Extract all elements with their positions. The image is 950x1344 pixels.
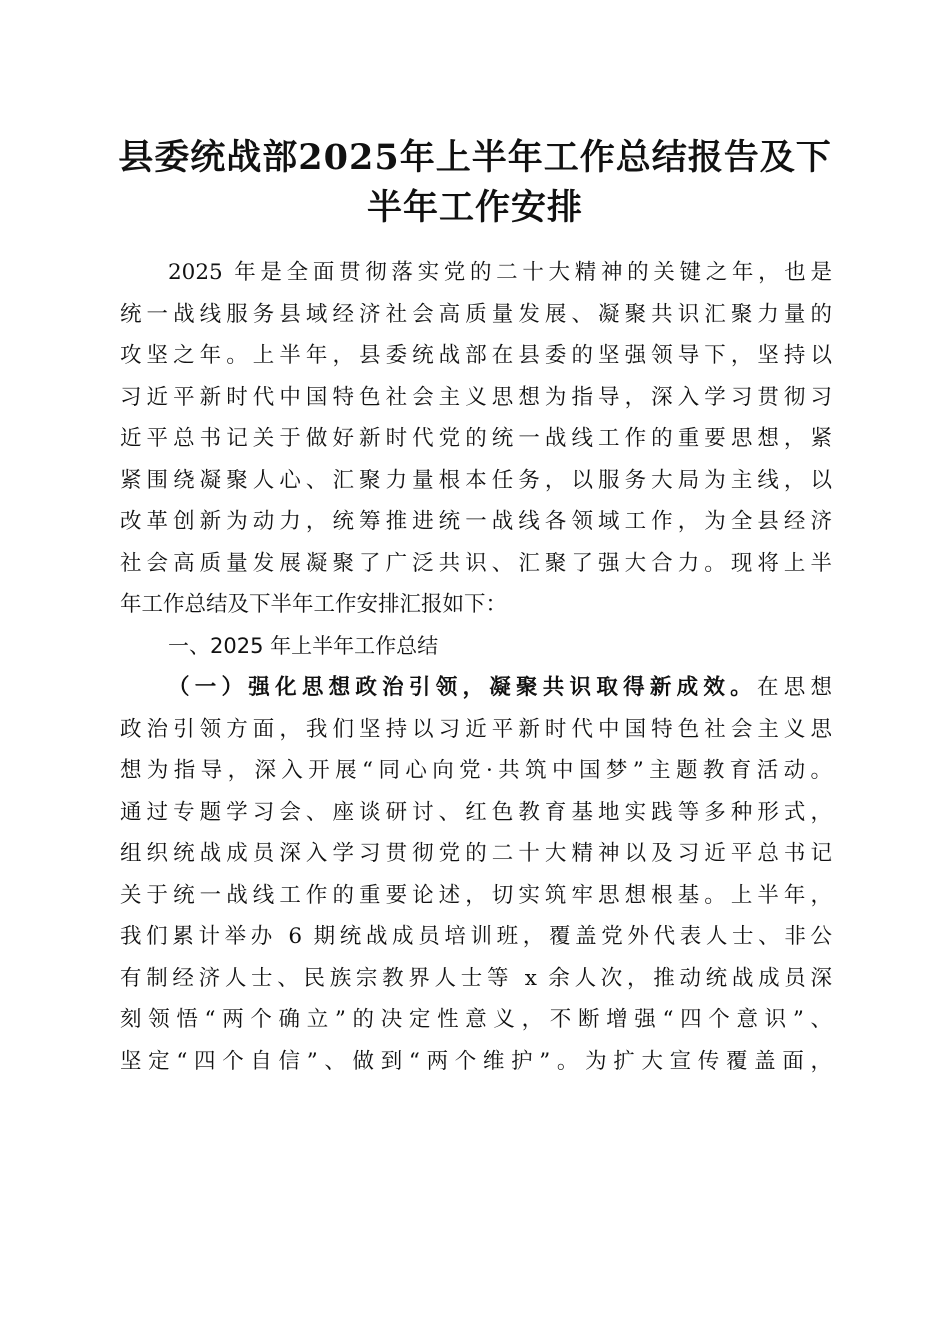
- intro-line-4: 习近平新时代中国特色社会主义思想为指导，深入学习贯彻习: [120, 384, 832, 410]
- document-body: [120, 252, 832, 1082]
- intro-line-8: 社会高质量发展凝聚了广泛共识、汇聚了强大合力。现将上半: [120, 550, 832, 576]
- document-title: [110, 133, 840, 233]
- subsection-first-line: [120, 667, 832, 709]
- subsection-line-9: 坚定“四个自信”、做到“两个维护”。为扩大宣传覆盖面，: [120, 1048, 832, 1074]
- subsection-line-2: 想为指导，深入开展“同心向党·共筑中国梦”主题教育活动。: [120, 758, 832, 783]
- intro-line-9: 年工作总结及下半年工作安排汇报如下：: [120, 592, 508, 617]
- intro-line-3: 攻坚之年。上半年，县委统战部在县委的坚强领导下，坚持以: [120, 343, 832, 368]
- subsection-heading: （一）强化思想政治引领，凝聚共识取得新成效。: [168, 675, 757, 700]
- title-line-2: 半年工作安排: [366, 187, 583, 228]
- intro-line-6: 紧围绕凝聚人心、汇聚力量根本任务，以服务大局为主线，以: [120, 467, 832, 493]
- subsection-line-1: 政治引领方面，我们坚持以习近平新时代中国特色社会主义思: [120, 716, 832, 742]
- intro-line-1: 2025 年是全面贯彻落实党的二十大精神的关键之年，也是: [168, 260, 832, 285]
- intro-line-7: 改革创新为动力，统筹推进统一战线各领域工作，为全县经济: [120, 509, 832, 534]
- subsection-line-5: 关于统一战线工作的重要论述，切实筑牢思想根基。上半年，: [120, 882, 832, 908]
- subsection-first-line-rest: 在思想: [756, 675, 832, 700]
- intro-line-5: 近平总书记关于做好新时代党的统一战线工作的重要思想，紧: [120, 426, 832, 451]
- subsection-line-4: 组织统战成员深入学习贯彻党的二十大精神以及习近平总书记: [120, 841, 832, 866]
- subsection-line-8: 刻领悟“两个确立”的决定性意义，不断增强“四个意识”、: [120, 1007, 832, 1032]
- section-heading: 一、2025 年上半年工作总结: [168, 633, 439, 658]
- subsection-line-6: 我们累计举办 6 期统战成员培训班，覆盖党外代表人士、非公: [120, 924, 832, 949]
- subsection-line-7: 有制经济人士、民族宗教界人士等 x 余人次，推动统战成员深: [120, 965, 832, 991]
- title-line-1: 县委统战部2025年上半年工作总结报告及下: [118, 137, 832, 178]
- intro-line-2: 统一战线服务县域经济社会高质量发展、凝聚共识汇聚力量的: [120, 301, 832, 327]
- subsection-line-3: 通过专题学习会、座谈研讨、红色教育基地实践等多种形式，: [120, 799, 832, 825]
